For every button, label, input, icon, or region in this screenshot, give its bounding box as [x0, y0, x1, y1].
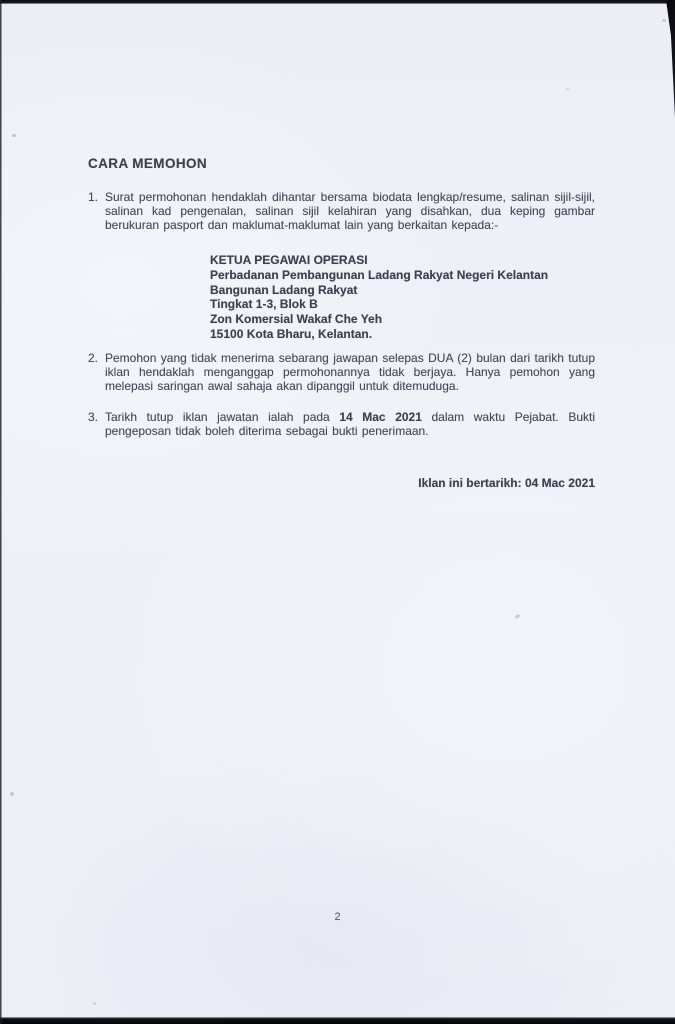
- address-line: KETUA PEGAWAI OPERASI: [210, 253, 368, 267]
- scan-edge-left: [0, 0, 2, 1024]
- item-number: 3.: [88, 410, 99, 424]
- address-line: Bangunan Ladang Rakyat: [210, 282, 358, 297]
- scan-edge-bottom: [0, 1017, 675, 1024]
- scan-speck: [566, 88, 569, 90]
- item-text: Pemohon yang tidak menerima sebarang jawapan selepas DUA (2) bulan dari tarikh tutup iklan hendaklah menganggap permohonannya tidak berjaya. Hanya pemohon yang melepasi saringan awal sahaja akan dipanggil untuk ditemuduga.: [105, 351, 595, 393]
- advert-date-line: Iklan ini bertarikh: 04 Mac 2021: [418, 476, 595, 490]
- item-number: 1.: [88, 190, 99, 204]
- page-number: 2: [334, 911, 341, 923]
- item-number: 2.: [88, 351, 99, 365]
- closing-date-bold: 14 Mac 2021: [339, 410, 422, 424]
- item-text-before: Tarikh tutup iklan jawatan ialah pada: [105, 410, 340, 424]
- item-text-after: dalam waktu Pejabat. Bukti pengeposan tidak boleh diterima sebagai bukti penerimaan.: [105, 410, 596, 438]
- numbered-item-2: [88, 351, 595, 393]
- address-line: 15100 Kota Bharu, Kelantan.: [210, 326, 373, 341]
- address-line: Tingkat 1-3, Blok B: [210, 297, 318, 312]
- item-text: Surat permohonan hendaklah dihantar bersama biodata lengkap/resume, salinan sijil-sijil, salinan kad pengenalan, salinan sijil kelahiran yang disahkan, dua keping gambar berukuran pasport dan maklumat-maklumat lain yang berkaitan kepada:-: [105, 190, 595, 232]
- address-block: [210, 253, 548, 342]
- scan-shadow-top-right: [666, 0, 675, 118]
- scan-speck: [93, 1002, 96, 1005]
- address-line: Zon Komersial Wakaf Che Yeh: [210, 312, 383, 327]
- scan-speck: [515, 614, 521, 619]
- page-title: CARA MEMOHON: [88, 156, 208, 171]
- numbered-item-1: [88, 190, 595, 232]
- scan-edge-top: [0, 0, 675, 4]
- item-text: [105, 410, 595, 438]
- address-line: Perbadanan Pembangunan Ladang Rakyat Negeri Kelantan: [210, 267, 549, 282]
- numbered-item-3: [88, 410, 595, 438]
- scan-speck: [12, 134, 16, 137]
- scan-speck: [662, 19, 666, 22]
- scan-speck: [10, 792, 14, 796]
